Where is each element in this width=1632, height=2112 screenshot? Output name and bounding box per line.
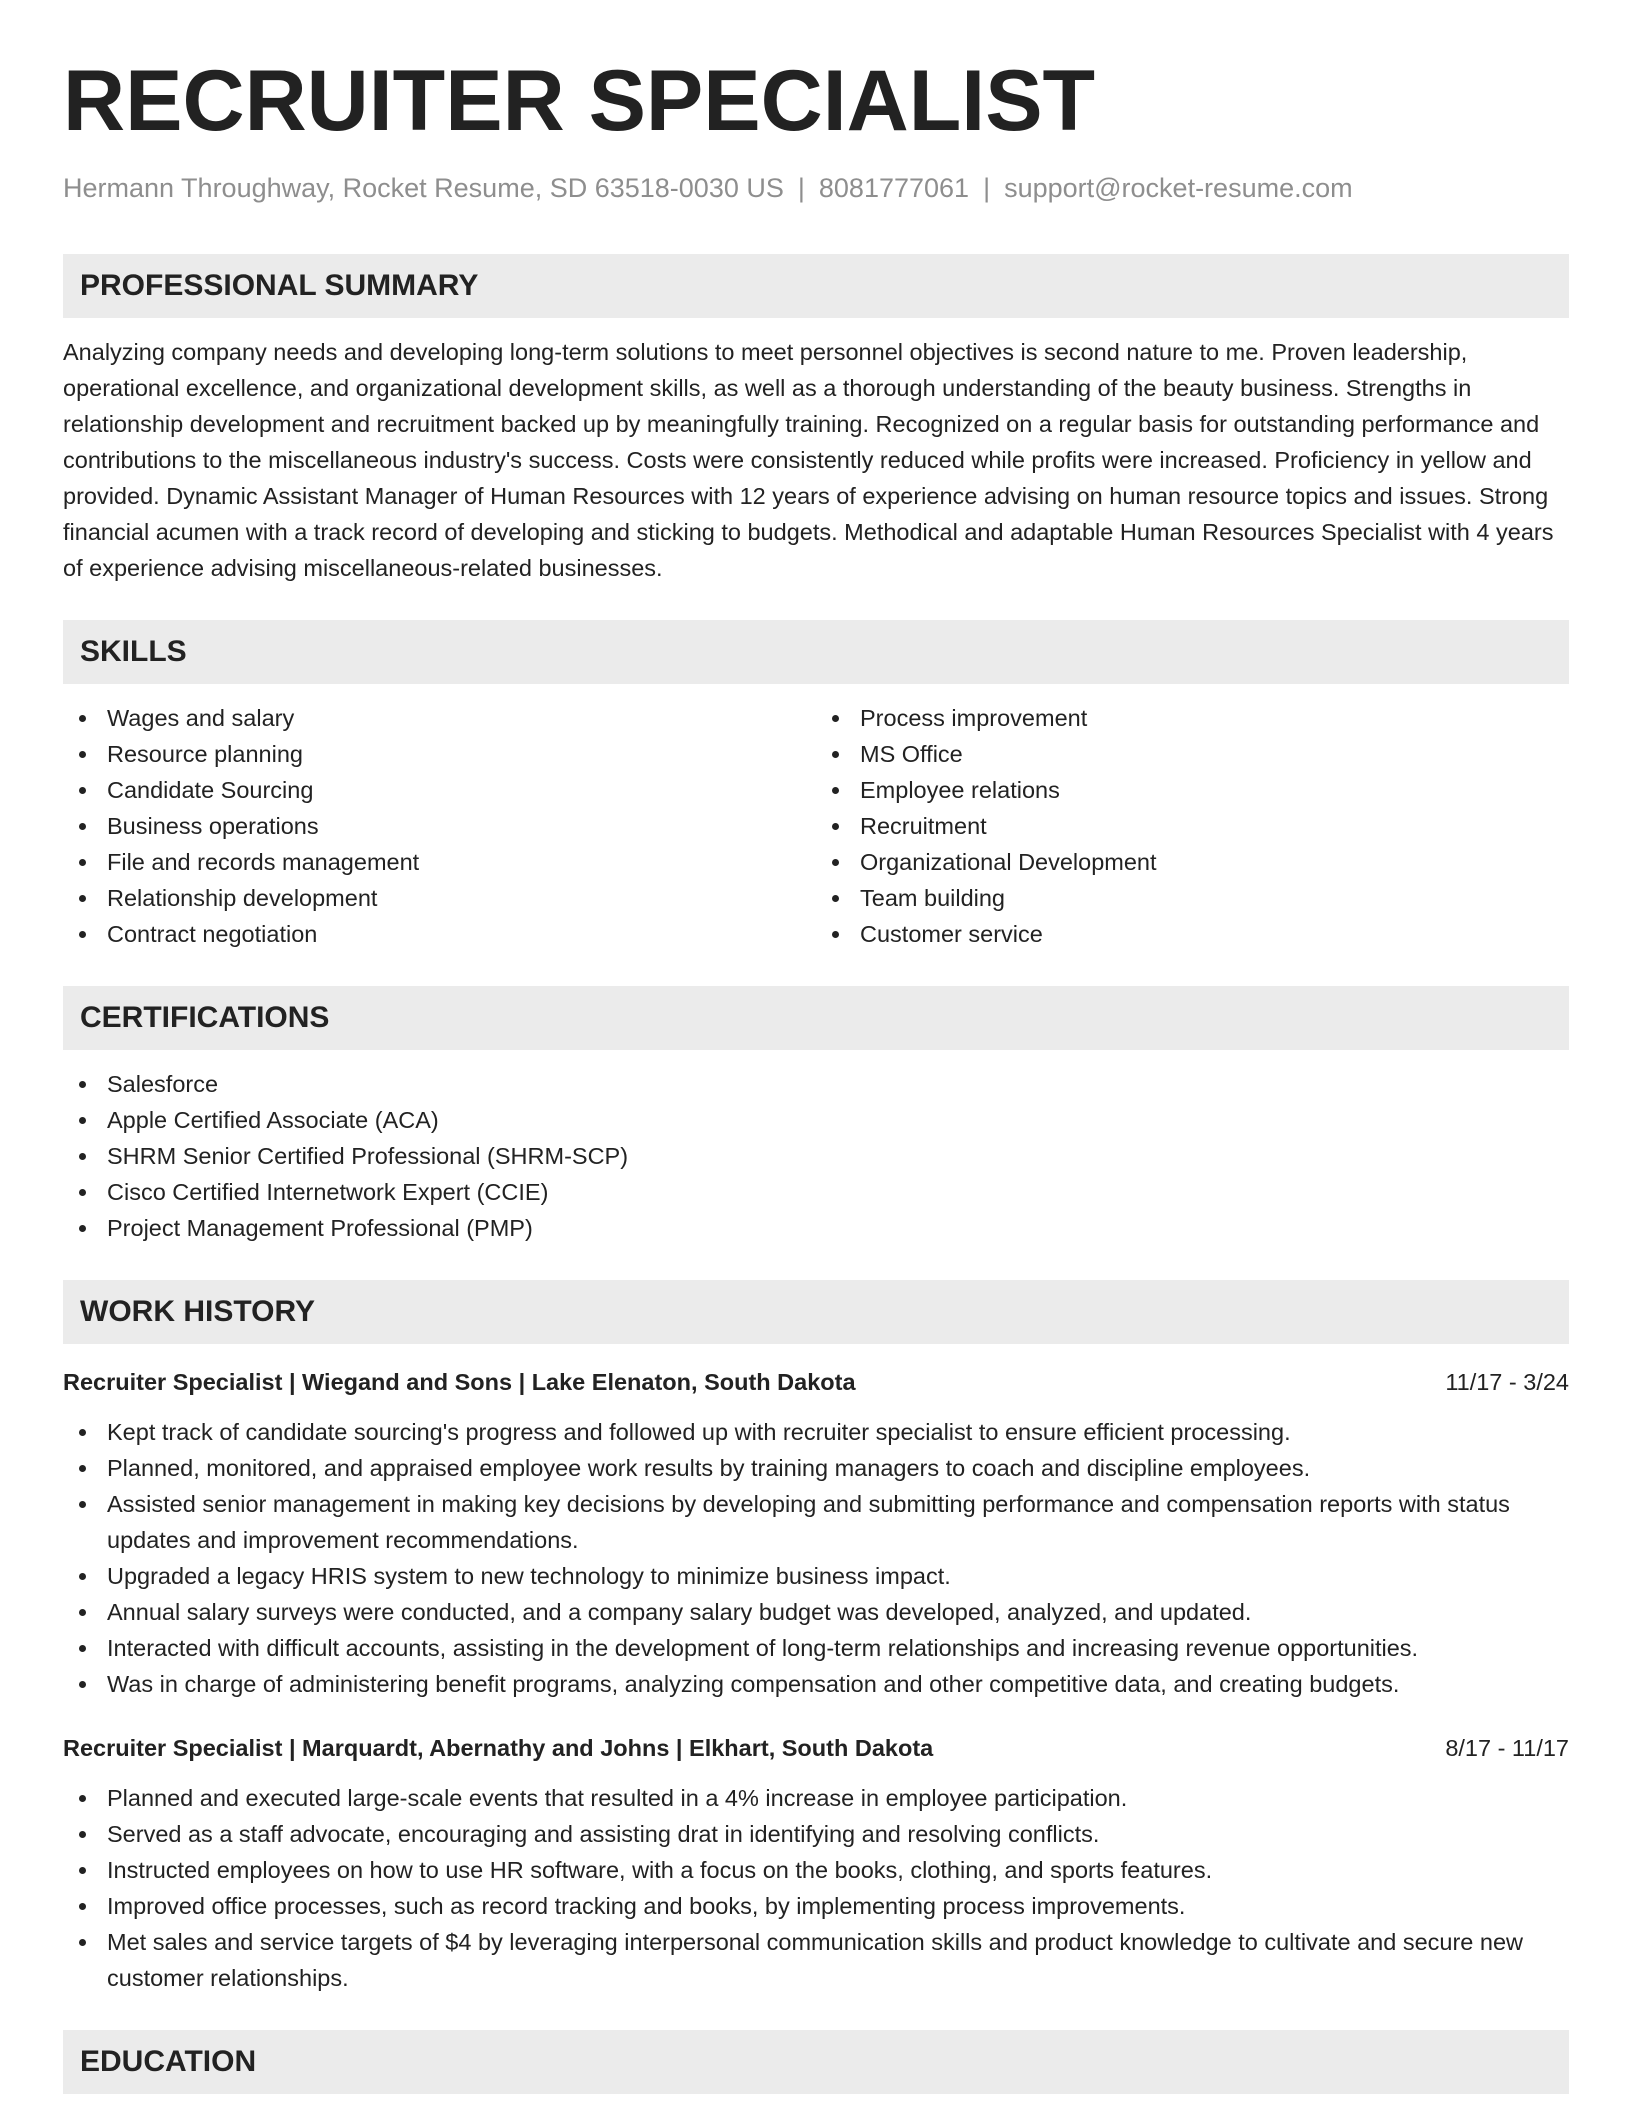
job-bullet: Upgraded a legacy HRIS system to new technology to minimize business impact.: [63, 1558, 1569, 1594]
job-bullet: Assisted senior management in making key decisions by developing and submitting performance and compensation reports with status updates and improvement recommendations.: [63, 1486, 1569, 1558]
skill-item: MS Office: [816, 736, 1569, 772]
work-history-list: [63, 1364, 1569, 1996]
skill-item: Relationship development: [63, 880, 816, 916]
skills-grid: [63, 700, 1569, 952]
job-bullet: Planned and executed large-scale events that resulted in a 4% increase in employee participation.: [63, 1780, 1569, 1816]
job-bullet: Interacted with difficult accounts, assisting in the development of long-term relationships and increasing revenue opportunities.: [63, 1630, 1569, 1666]
section-heading-certifications: CERTIFICATIONS: [63, 986, 1569, 1050]
job-dates: 8/17 - 11/17: [1445, 1735, 1569, 1762]
job-entry: [63, 1364, 1569, 1702]
contact-separator: |: [797, 173, 805, 203]
job-bullet: Planned, monitored, and appraised employee work results by training managers to coach and discipline employees.: [63, 1450, 1569, 1486]
contact-line: [63, 172, 1569, 204]
certifications-list: [63, 1066, 1569, 1246]
certification-item: SHRM Senior Certified Professional (SHRM-SCP): [63, 1138, 1569, 1174]
section-heading-work-history: WORK HISTORY: [63, 1280, 1569, 1344]
contact-phone: 8081777061: [818, 173, 970, 203]
contact-email: support@rocket-resume.com: [1004, 173, 1353, 203]
skill-item: Contract negotiation: [63, 916, 816, 952]
section-heading-education: EDUCATION: [63, 2030, 1569, 2094]
certification-item: Cisco Certified Internetwork Expert (CCIE): [63, 1174, 1569, 1210]
skill-item: Customer service: [816, 916, 1569, 952]
job-title: Recruiter Specialist | Marquardt, Abernathy and Johns | Elkhart, South Dakota: [63, 1735, 934, 1762]
skill-item: Candidate Sourcing: [63, 772, 816, 808]
skill-item: Organizational Development: [816, 844, 1569, 880]
contact-separator: |: [983, 173, 991, 203]
job-bullet: Served as a staff advocate, encouraging and assisting drat in identifying and resolving conflicts.: [63, 1816, 1569, 1852]
job-header: [63, 1364, 1569, 1400]
job-bullet: Met sales and service targets of $4 by leveraging interpersonal communication skills and product knowledge to cultivate and secure new customer relationships.: [63, 1924, 1569, 1996]
job-dates: 11/17 - 3/24: [1445, 1369, 1569, 1396]
job-bullets: [63, 1414, 1569, 1702]
job-bullet: Was in charge of administering benefit programs, analyzing compensation and other competitive data, and creating budgets.: [63, 1666, 1569, 1702]
skill-item: Process improvement: [816, 700, 1569, 736]
skills-column-right: [816, 700, 1569, 952]
skill-item: Business operations: [63, 808, 816, 844]
job-bullet: Improved office processes, such as record tracking and books, by implementing process improvements.: [63, 1888, 1569, 1924]
certification-item: Project Management Professional (PMP): [63, 1210, 1569, 1246]
section-heading-skills: SKILLS: [63, 620, 1569, 684]
skills-column-left: [63, 700, 816, 952]
job-bullet: Kept track of candidate sourcing's progress and followed up with recruiter specialist to ensure efficient processing.: [63, 1414, 1569, 1450]
summary-text: Analyzing company needs and developing long-term solutions to meet personnel objectives is second nature to me. Proven leadership, operational excellence, and organizational development skills, as well as a thorough understanding of the beauty business. Strengths in relationship development and recruitment backed up by meaningfully training. Recognized on a regular basis for outstanding performance and contributions to the miscellaneous industry's success. Costs were consistently reduced while profits were increased. Proficiency in yellow and provided. Dynamic Assistant Manager of Human Resources with 12 years of experience advising on human resource topics and issues. Strong financial acumen with a track record of developing and sticking to budgets. Methodical and adaptable Human Resources Specialist with 4 years of experience advising miscellaneous-related businesses.: [63, 339, 1554, 582]
skill-item: Employee relations: [816, 772, 1569, 808]
certification-item: Salesforce: [63, 1066, 1569, 1102]
job-bullets: [63, 1780, 1569, 1996]
job-title: Recruiter Specialist | Wiegand and Sons | Lake Elenaton, South Dakota: [63, 1369, 856, 1396]
certification-item: Apple Certified Associate (ACA): [63, 1102, 1569, 1138]
skill-item: Resource planning: [63, 736, 816, 772]
candidate-name: RECRUITER SPECIALIST: [63, 53, 1096, 149]
skill-item: Wages and salary: [63, 700, 816, 736]
job-entry: [63, 1730, 1569, 1996]
skill-item: Team building: [816, 880, 1569, 916]
skill-item: Recruitment: [816, 808, 1569, 844]
section-heading-summary: PROFESSIONAL SUMMARY: [63, 254, 1569, 318]
job-bullet: Annual salary surveys were conducted, and a company salary budget was developed, analyzed, and updated.: [63, 1594, 1569, 1630]
contact-address: Hermann Throughway, Rocket Resume, SD 63518-0030 US: [63, 173, 784, 203]
job-bullet: Instructed employees on how to use HR software, with a focus on the books, clothing, and sports features.: [63, 1852, 1569, 1888]
job-header: [63, 1730, 1569, 1766]
skill-item: File and records management: [63, 844, 816, 880]
